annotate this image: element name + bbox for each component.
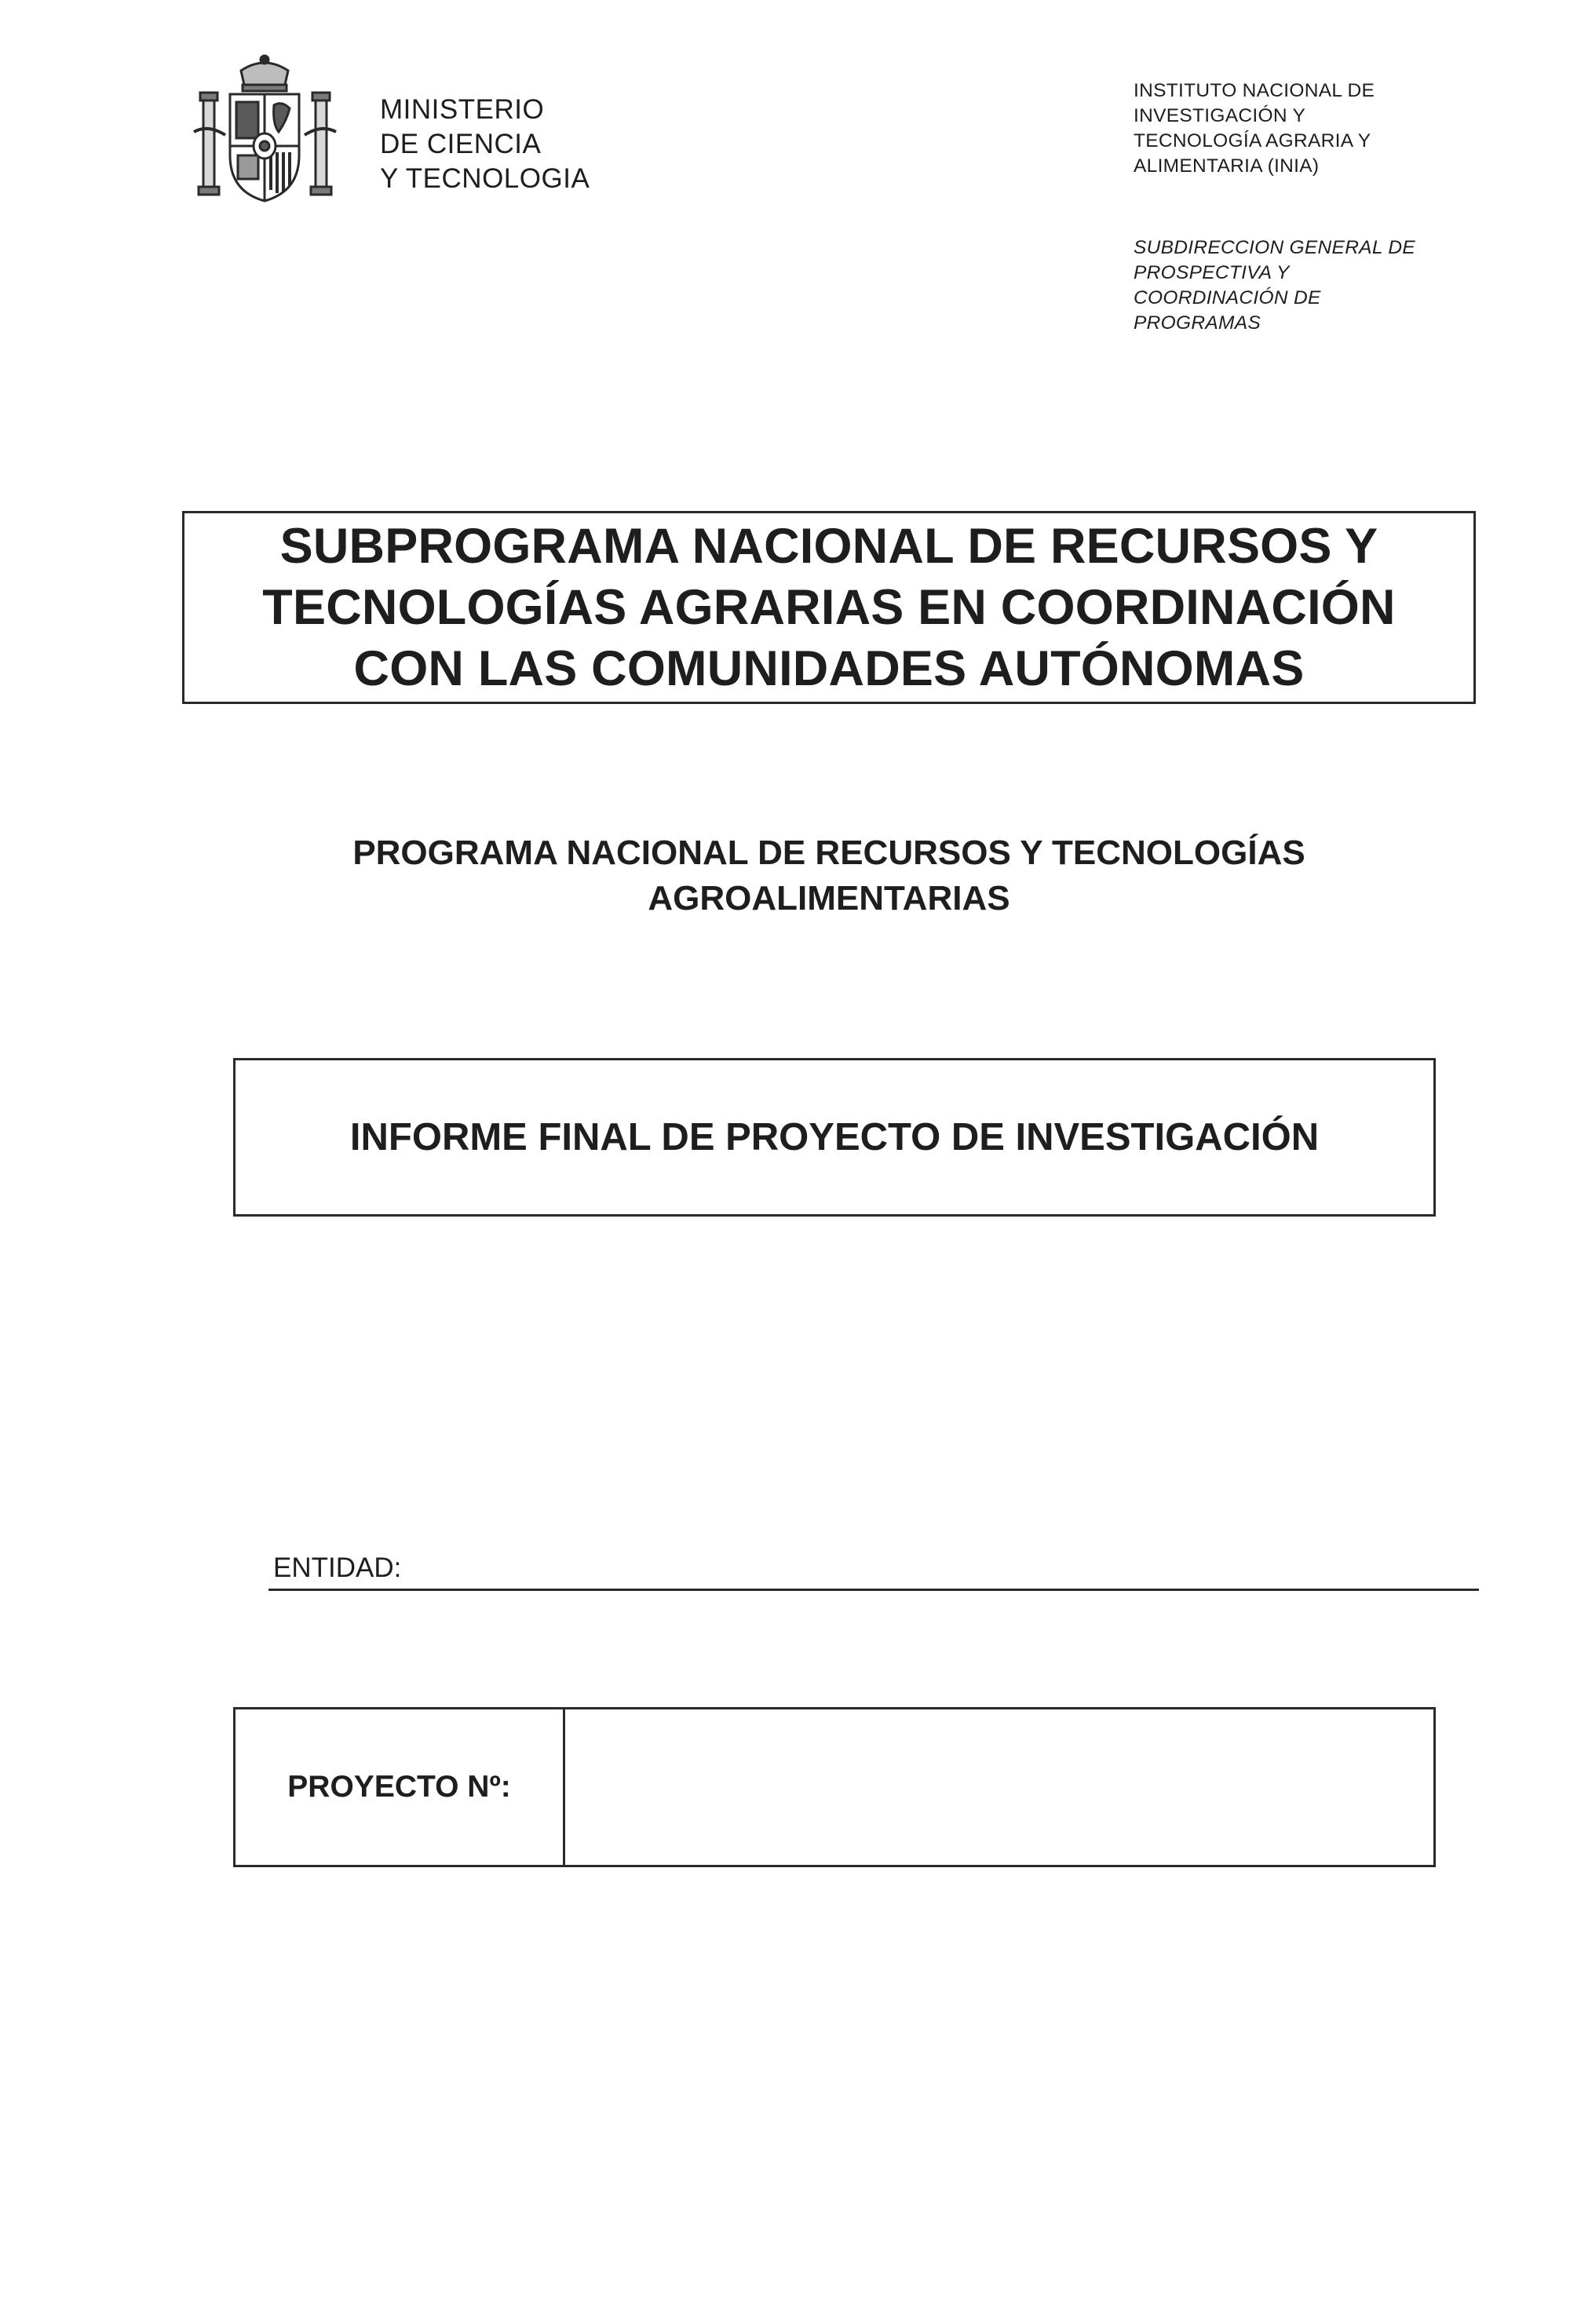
subdirection-line: PROGRAMAS [1134, 312, 1261, 334]
report-title: INFORME FINAL DE PROYECTO DE INVESTIGACIÓN [349, 1116, 1320, 1158]
subdirection-line: SUBDIRECCION GENERAL DE [1134, 237, 1416, 258]
entidad-field[interactable] [268, 1589, 1479, 1591]
proyecto-label: PROYECTO Nº: [287, 1770, 511, 1804]
subdirection-name [1134, 235, 1415, 336]
proyecto-number-field[interactable] [565, 1709, 1433, 1865]
subdirection-line: COORDINACIÓN DE [1134, 287, 1321, 308]
coat-of-arms-icon [192, 53, 338, 210]
subprogram-title-line: CON LAS COMUNIDADES AUTÓNOMAS [353, 641, 1305, 696]
subdirection-line: PROSPECTIVA Y [1134, 262, 1290, 283]
program-heading-line: PROGRAMA NACIONAL DE RECURSOS Y TECNOLOGÍAS [352, 834, 1305, 872]
ministry-line: MINISTERIO [380, 94, 545, 125]
subprogram-title-box [182, 511, 1476, 704]
institute-line: INSTITUTO NACIONAL DE [1134, 80, 1375, 101]
proyecto-label-cell [236, 1709, 565, 1865]
program-heading [182, 830, 1476, 921]
institute-line: INVESTIGACIÓN Y [1134, 105, 1306, 126]
ministry-name [380, 93, 590, 196]
report-title-box [233, 1058, 1436, 1217]
institute-line: TECNOLOGÍA AGRARIA Y [1134, 130, 1371, 151]
ministry-line: DE CIENCIA [380, 129, 542, 159]
ministry-line: Y TECNOLOGIA [380, 163, 590, 194]
program-heading-line: AGROALIMENTARIAS [648, 879, 1010, 918]
institute-line: ALIMENTARIA (INIA) [1134, 155, 1320, 177]
entidad-label: ENTIDAD: [273, 1552, 402, 1583]
subprogram-title-line: SUBPROGRAMA NACIONAL DE RECURSOS Y [279, 519, 1378, 574]
institute-name [1134, 78, 1375, 179]
subprogram-title-line: TECNOLOGÍAS AGRARIAS EN COORDINACIÓN [262, 580, 1396, 635]
proyecto-table [233, 1707, 1436, 1867]
